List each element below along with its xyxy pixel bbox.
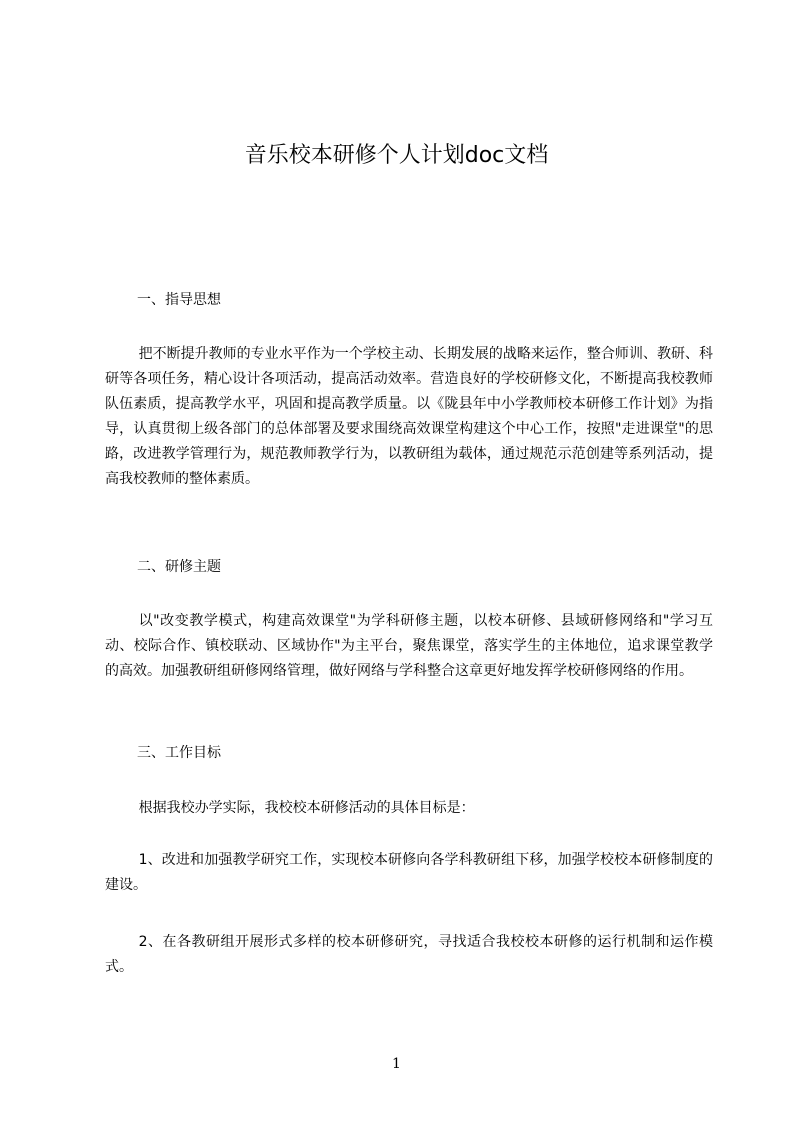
paragraph-goals-intro: 根据我校办学实际，我校校本研修活动的具体目标是：	[138, 800, 475, 816]
paragraph-research-theme: 以"改变教学模式，构建高效课堂"为学科研修主题，以校本研修、县域研修网络和"学习互动、校际合作、镇校联动、区域协作"为主平台，聚焦课堂，落实学生的主体地位，追求课堂教学的高效。加强教研组研修网络管理，做好网络与学科整合这章更好地发挥学校研修网络的作用。	[105, 613, 713, 679]
document-title: 音乐校本研修个人计划doc文档	[244, 143, 549, 168]
paragraph-goal-2: 2、在各教研组开展形式多样的校本研修研究，寻找适合我校校本研修的运行机制和运作模式。	[105, 934, 713, 975]
section-heading-guiding-thought: 一、指导思想	[137, 292, 221, 308]
section-heading-research-theme: 二、研修主题	[137, 559, 221, 575]
section-heading-work-goals: 三、工作目标	[137, 745, 221, 761]
paragraph-guiding-thought: 把不断提升教师的专业水平作为一个学校主动、长期发展的战略来运作，整合师训、教研、科研等各项任务，精心设计各项活动，提高活动效率。营造良好的学校研修文化，不断提高我校教师队伍素质，提高教学水平，巩固和提高教学质量。以《陇县年中小学教师校本研修工作计划》为指导，认真贯彻上级各部门的总体部署及要求围绕高效课堂构建这个中心工作，按照"走进课堂"的思路，改进教学管理行为，规范教师教学行为，以教研组为载体，通过规范示范创建等系列活动，提高我校教师的整体素质。	[105, 346, 713, 487]
page-number: 1	[392, 1056, 401, 1072]
paragraph-goal-1: 1、改进和加强教学研究工作，实现校本研修向各学科教研组下移，加强学校校本研修制度的建设。	[105, 852, 713, 893]
